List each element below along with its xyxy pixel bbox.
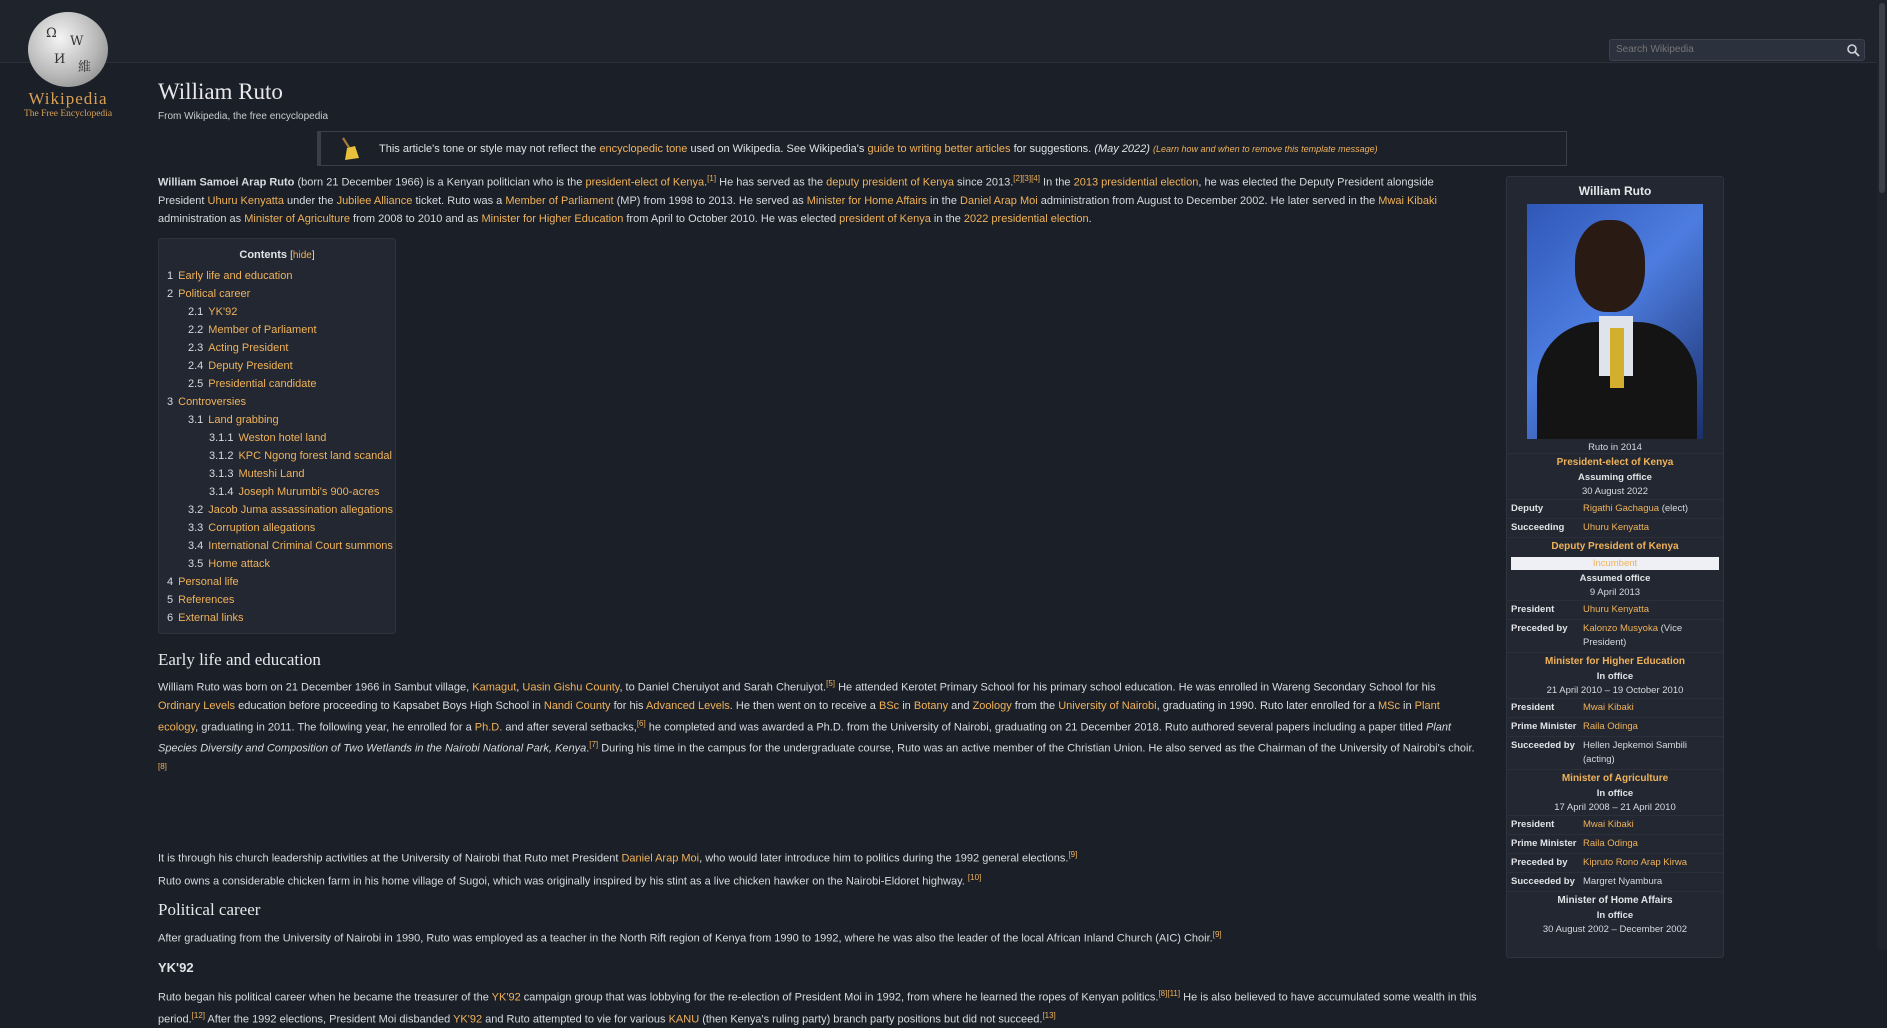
section-heading: Early life and education xyxy=(158,650,321,669)
article-link[interactable]: University of Nairobi xyxy=(1058,699,1157,712)
toc-link[interactable]: Political career xyxy=(178,288,251,300)
toc-item[interactable] xyxy=(159,429,395,447)
article-link[interactable]: YK'92 xyxy=(453,1013,483,1026)
toc-link[interactable]: References xyxy=(178,594,235,606)
toc-item[interactable] xyxy=(159,573,395,591)
infobox-label: President xyxy=(1511,702,1555,713)
office-date: 17 April 2008 – 21 April 2010 xyxy=(1554,802,1676,813)
article-link[interactable]: Minister of Agriculture xyxy=(244,212,350,225)
toc-item[interactable] xyxy=(159,609,395,627)
article-link[interactable]: Minister for Home Affairs xyxy=(806,194,927,207)
office-title[interactable]: Minister of Agriculture xyxy=(1507,769,1723,787)
toc-link[interactable]: Personal life xyxy=(178,576,239,588)
infobox-row xyxy=(1507,815,1723,834)
toc-number: 3.3 xyxy=(188,522,204,534)
article-link[interactable]: 2013 presidential election xyxy=(1073,176,1199,189)
toc-item[interactable] xyxy=(159,591,395,609)
article-link[interactable]: Member of Parliament xyxy=(505,194,614,207)
infobox xyxy=(1506,176,1724,958)
office-date: 30 August 2022 xyxy=(1581,486,1649,497)
search-box xyxy=(1609,39,1865,61)
toc-list xyxy=(159,267,395,627)
article-link[interactable]: Minister for Higher Education xyxy=(481,212,624,225)
toc-item[interactable] xyxy=(159,555,395,573)
office-status: Assumed office xyxy=(1579,573,1651,584)
infobox-value: Hellen Jepkemoi Sambili (acting) xyxy=(1583,740,1688,765)
infobox-link[interactable]: Uhuru Kenyatta xyxy=(1583,522,1650,533)
toc-link[interactable]: YK'92 xyxy=(208,306,238,318)
infobox-link[interactable]: Uhuru Kenyatta xyxy=(1583,604,1650,615)
toc-item[interactable] xyxy=(159,483,395,501)
toc-number: 2.5 xyxy=(188,378,204,390)
logo-wordmark: Wikipedia xyxy=(28,89,108,108)
infobox-label: Succeeded by xyxy=(1511,876,1575,887)
article-link[interactable]: Daniel Arap Moi xyxy=(621,852,700,865)
office-title[interactable]: Minister for Higher Education xyxy=(1507,652,1723,670)
toc-item[interactable] xyxy=(159,465,395,483)
toc-item[interactable] xyxy=(159,501,395,519)
page-title: William Ruto xyxy=(158,79,283,104)
infobox-row xyxy=(1507,853,1723,872)
toc-item[interactable] xyxy=(159,357,395,375)
toc-link[interactable]: Weston hotel land xyxy=(238,432,327,444)
toc-link[interactable]: Corruption allegations xyxy=(208,522,316,534)
notice-text: This article's tone or style may not reflect the encyclopedic tone used on Wikipedia. See Wikipedia's guide to writing better articles for suggestions. (May 2022) (Learn how and when to remove this template message) xyxy=(379,143,1378,155)
infobox-link[interactable]: Raila Odinga xyxy=(1583,838,1638,849)
office-title: Minister of Home Affairs xyxy=(1507,891,1723,909)
infobox-link[interactable]: Kalonzo Musyoka xyxy=(1583,623,1658,634)
article-link[interactable]: Zoology xyxy=(972,699,1012,712)
toc-item[interactable] xyxy=(159,267,395,285)
infobox-label: Preceded by xyxy=(1511,623,1568,634)
toc-link[interactable]: Deputy President xyxy=(208,360,293,372)
infobox-link[interactable]: Raila Odinga xyxy=(1583,721,1638,732)
paragraph: Ruto owns a considerable chicken farm in his home village of Sugoi, which was originally inspired by his stint as a live chicken hawker on the Nairobi-Eldoret highway. [10] xyxy=(158,873,982,888)
toc-number: 3.1.4 xyxy=(209,486,234,498)
infobox-label: Prime Minister xyxy=(1511,721,1577,732)
table-of-contents xyxy=(158,238,396,634)
globe-icon: Ω W И 維 xyxy=(28,12,108,87)
article-link[interactable]: president-elect of Kenya xyxy=(585,176,705,189)
article-link[interactable]: deputy president of Kenya xyxy=(826,176,954,189)
incumbent-badge[interactable]: Incumbent xyxy=(1511,557,1719,570)
infobox-link[interactable]: Mwai Kibaki xyxy=(1583,819,1634,830)
toc-number: 6 xyxy=(167,612,174,624)
article-link[interactable]: KANU xyxy=(668,1013,700,1026)
office-status: Assuming office xyxy=(1578,472,1652,483)
toc-item[interactable] xyxy=(159,321,395,339)
toc-item[interactable] xyxy=(159,447,395,465)
portrait-image[interactable] xyxy=(1527,204,1703,439)
article-link[interactable]: YK'92 xyxy=(491,991,521,1004)
toc-title: Contents [hide] xyxy=(239,249,315,261)
scrollbar[interactable] xyxy=(1877,0,1887,949)
broom-icon xyxy=(337,136,361,162)
office-date: 21 April 2010 – 19 October 2010 xyxy=(1546,685,1684,696)
infobox-value: (Vice President) xyxy=(1583,623,1683,648)
infobox-link[interactable]: Kipruto Rono Arap Kirwa xyxy=(1583,857,1688,868)
article-link[interactable]: Uasin Gishu County xyxy=(522,681,620,694)
toc-number: 4 xyxy=(167,576,174,588)
article-link[interactable]: Plant ecology xyxy=(158,699,1440,734)
infobox-label: Preceded by xyxy=(1511,857,1568,868)
toc-link[interactable]: Acting President xyxy=(208,342,289,354)
toc-number: 3.1.3 xyxy=(209,468,234,480)
office-date: 30 August 2002 – December 2002 xyxy=(1542,924,1688,935)
toc-item[interactable] xyxy=(159,303,395,321)
toc-number: 3.2 xyxy=(188,504,204,516)
infobox-label: Succeeded by xyxy=(1511,740,1575,751)
infobox-row xyxy=(1507,834,1723,853)
toc-link[interactable]: Home attack xyxy=(208,558,271,570)
infobox-row xyxy=(1507,600,1723,619)
paragraph: It is through his church leadership activities at the University of Nairobi that Ruto met President Daniel Arap Moi, who would later introduce him to politics during the 1992 general elections.[9] xyxy=(158,850,1078,865)
article-content xyxy=(158,78,1480,1026)
infobox-row xyxy=(1507,518,1723,537)
infobox-row xyxy=(1507,872,1723,891)
scrollbar-thumb[interactable] xyxy=(1879,3,1885,193)
office-status: In office xyxy=(1596,910,1634,921)
toc-number: 3.5 xyxy=(188,558,204,570)
toc-item[interactable] xyxy=(159,393,395,411)
infobox-label: President xyxy=(1511,604,1555,615)
logo-tagline: The Free Encyclopedia xyxy=(23,109,113,119)
article-link[interactable]: Daniel Arap Moi xyxy=(960,194,1038,207)
subsection-heading: YK'92 xyxy=(158,960,194,975)
toc-number: 3 xyxy=(167,396,174,408)
image-caption: Ruto in 2014 xyxy=(1588,442,1642,453)
article-link[interactable]: Jubilee Alliance xyxy=(336,194,413,207)
toc-item[interactable] xyxy=(159,519,395,537)
toc-item[interactable] xyxy=(159,285,395,303)
toc-item[interactable] xyxy=(159,537,395,555)
toc-number: 3.1.1 xyxy=(209,432,234,444)
toc-link[interactable]: Muteshi Land xyxy=(238,468,305,480)
toc-link[interactable]: External links xyxy=(178,612,244,624)
office-date: 9 April 2013 xyxy=(1589,587,1641,598)
infobox-label: President xyxy=(1511,819,1555,830)
toc-number: 5 xyxy=(167,594,174,606)
infobox-link[interactable]: Rigathi Gachagua xyxy=(1583,503,1660,514)
toc-link[interactable]: Controversies xyxy=(178,396,246,408)
toc-link[interactable]: Land grabbing xyxy=(208,414,279,426)
search-icon[interactable] xyxy=(1846,43,1860,57)
tone-notice xyxy=(317,131,1567,166)
infobox-row xyxy=(1507,499,1723,518)
article-link[interactable]: Uhuru Kenyatta xyxy=(207,194,284,207)
article-link[interactable]: Nandi County xyxy=(543,699,611,712)
office-status: In office xyxy=(1596,671,1634,682)
toc-link[interactable]: Presidential candidate xyxy=(208,378,317,390)
learn-link[interactable]: (Learn how and when to remove this template message) xyxy=(1153,144,1378,154)
infobox-title: William Ruto xyxy=(1578,184,1652,198)
paragraph: Ruto began his political career when he became the treasurer of the YK'92 campaign group that was lobbying for the re-election of President Moi in 1992, from where he learned the ropes of Kenyan politics.[8][11] He is also believed to have accumulated some wealth in this period.[12] After the 1992 elections, President Moi disbanded YK'92 and Ruto attempted to vie for various KANU (then Kenya's ruling party) branch party positions but did not succeed.[13] xyxy=(158,989,1477,1026)
toc-number: 3.1.2 xyxy=(209,450,234,462)
toc-number: 3.4 xyxy=(188,540,204,552)
encyclopedic-tone-link[interactable]: encyclopedic tone xyxy=(599,143,688,155)
article-link[interactable]: Ordinary Levels xyxy=(158,699,236,712)
toc-link[interactable]: International Criminal Court summons xyxy=(208,540,393,552)
infobox-row xyxy=(1507,736,1723,769)
wikipedia-logo[interactable] xyxy=(18,12,118,119)
toc-number: 2.4 xyxy=(188,360,204,372)
lead-paragraph: William Samoei Arap Ruto (born 21 December 1966) is a Kenyan politician who is the president-elect of Kenya.[1] He has served as the deputy president of Kenya since 2013.[2][3][4] In the 2013 presidential election, he was elected the Deputy President alongside President Uhuru Kenyatta under the Jubilee Alliance ticket. Ruto was a Member of Parliament (MP) from 1998 to 2013. He served as Minister for Home Affairs in the Daniel Arap Moi administration from August to December 2002. He later served in the Mwai Kibaki administration as Minister of Agriculture from 2008 to 2010 and as Minister for Higher Education from April to October 2010. He was elected president of Kenya in the 2022 presidential election. xyxy=(158,174,1437,225)
article-link[interactable]: Advanced Levels xyxy=(646,699,730,712)
toc-number: 1 xyxy=(167,270,174,282)
site-subtitle: From Wikipedia, the free encyclopedia xyxy=(158,111,329,122)
article-link[interactable]: Mwai Kibaki xyxy=(1378,194,1437,207)
article-link[interactable]: Kamagut xyxy=(472,681,517,694)
toc-link[interactable]: KPC Ngong forest land scandal xyxy=(238,450,392,462)
toc-number: 2.2 xyxy=(188,324,204,336)
paragraph: After graduating from the University of Nairobi in 1990, Ruto was employed as a teacher in the North Rift region of Kenya from 1990 to 1992, where he was also the leader of the local African Inland Church (AIC) Choir.[9] xyxy=(158,930,1222,945)
article-link[interactable]: Botany xyxy=(913,699,949,712)
search-input[interactable] xyxy=(1610,40,1842,58)
toc-number: 2.3 xyxy=(188,342,204,354)
paragraph: William Ruto was born on 21 December 1966 in Sambut village, Kamagut, Uasin Gishu County, to Daniel Cheruiyot and Sarah Cheruiyot.[5] He attended Kerotet Primary School for his primary school education. He was enrolled in Wareng Secondary School for his Ordinary Levels education before proceeding to Kapsabet Boys High School in Nandi County for his Advanced Levels. He then went on to receive a BSc in Botany and Zoology from the University of Nairobi, graduating in 1990. Ruto later enrolled for a MSc in Plant ecology, graduating in 2011. The following year, he enrolled for a Ph.D. and after several setbacks,[6] he completed and was awarded a Ph.D. from the University of Nairobi, graduating on 21 December 2018. Ruto authored several papers including a paper titled Plant Species Diversity and Composition of Two Wetlands in the Nairobi National Park, Kenya.[7] During his time in the campus for the undergraduate course, Ruto was an active member of the Christian Union. He also served as the Chairman of the University of Nairobi's choir.[8] xyxy=(158,679,1475,771)
article-link[interactable]: Ph.D. xyxy=(474,721,503,734)
infobox-label: Prime Minister xyxy=(1511,838,1577,849)
toc-item[interactable] xyxy=(159,411,395,429)
article-link[interactable]: MSc xyxy=(1377,699,1400,712)
infobox-value: (elect) xyxy=(1659,503,1689,514)
toc-hide-link[interactable]: hide xyxy=(292,250,312,261)
guide-link[interactable]: guide to writing better articles xyxy=(867,143,1011,155)
toc-item[interactable] xyxy=(159,375,395,393)
infobox-value: Margret Nyambura xyxy=(1583,876,1663,887)
toc-number: 3.1 xyxy=(188,414,204,426)
infobox-link[interactable]: Mwai Kibaki xyxy=(1583,702,1634,713)
toc-link[interactable]: Jacob Juma assassination allegations xyxy=(208,504,393,516)
infobox-label: Succeeding xyxy=(1511,522,1565,533)
toc-link[interactable]: Early life and education xyxy=(178,270,293,282)
toc-link[interactable]: Joseph Murumbi's 900-acres xyxy=(238,486,380,498)
infobox-row xyxy=(1507,698,1723,717)
article-link[interactable]: BSc xyxy=(878,699,900,712)
infobox-label: Deputy xyxy=(1511,503,1544,514)
toc-number: 2 xyxy=(167,288,174,300)
toc-item[interactable] xyxy=(159,339,395,357)
toc-link[interactable]: Member of Parliament xyxy=(208,324,317,336)
toc-number: 2.1 xyxy=(188,306,204,318)
infobox-row xyxy=(1507,619,1723,652)
article-link[interactable]: president of Kenya xyxy=(839,212,931,225)
article-link[interactable]: 2022 presidential election xyxy=(963,212,1089,225)
office-title[interactable]: Deputy President of Kenya xyxy=(1507,537,1723,555)
office-title[interactable]: President-elect of Kenya xyxy=(1507,453,1723,471)
office-status: In office xyxy=(1596,788,1634,799)
section-heading: Political career xyxy=(158,900,261,919)
infobox-row xyxy=(1507,717,1723,736)
